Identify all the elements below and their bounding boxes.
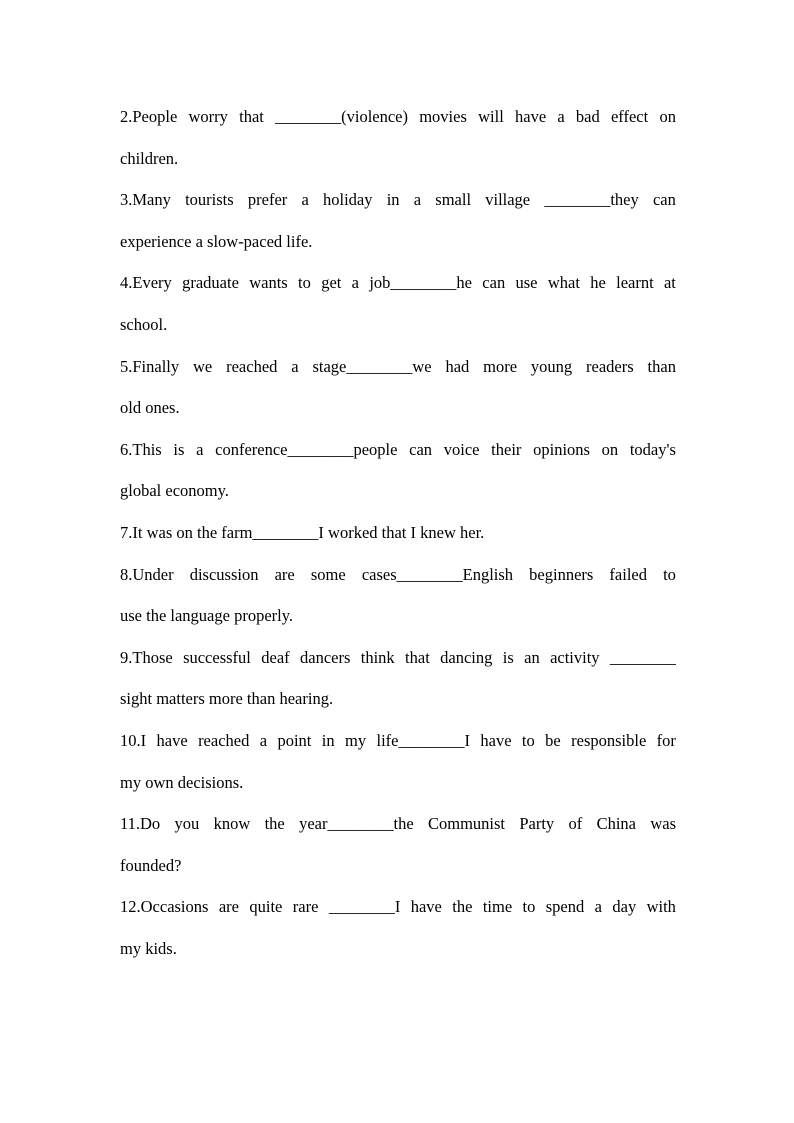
word: Communist: [427, 814, 505, 834]
word: 6.This: [120, 439, 162, 459]
question-12: [120, 886, 676, 969]
word: worry: [188, 107, 228, 126]
word: is: [502, 647, 514, 667]
word: bad: [575, 107, 600, 126]
question-line: [120, 429, 676, 471]
word: year________the: [299, 814, 414, 834]
question-line: founded?: [120, 855, 182, 875]
word: holiday: [323, 190, 373, 210]
word: activity: [550, 647, 600, 667]
word: had: [445, 356, 470, 376]
word: he: [590, 273, 606, 293]
word: some: [310, 564, 346, 584]
word: quite: [249, 897, 283, 917]
question-line: school.: [120, 314, 168, 334]
word: spend: [545, 897, 585, 917]
word: think: [360, 647, 395, 667]
word: what: [547, 273, 580, 293]
word: failed: [609, 564, 647, 584]
word: have: [410, 897, 442, 917]
word: 2.People: [120, 107, 178, 126]
word: the: [264, 814, 285, 834]
word: with: [646, 897, 676, 917]
question-line: my kids.: [120, 938, 177, 958]
word: point: [277, 730, 312, 750]
question-line: experience a slow-paced life.: [120, 231, 313, 251]
word: wants: [249, 273, 288, 293]
word: have: [156, 730, 188, 750]
word: more: [483, 356, 518, 376]
question-4: [120, 262, 676, 345]
question-line: [120, 637, 676, 679]
word: small: [435, 190, 472, 210]
word: a: [413, 190, 422, 210]
question-10: [120, 720, 676, 803]
word: discussion: [189, 564, 259, 584]
word: time: [482, 897, 513, 917]
question-2: [120, 96, 676, 179]
word: reached: [226, 356, 278, 376]
word: deaf: [261, 647, 290, 667]
word: reached: [198, 730, 250, 750]
question-line: [120, 554, 676, 596]
word: get: [321, 273, 342, 293]
word: job________he: [369, 273, 472, 293]
word: dancing: [440, 647, 493, 667]
word: that: [239, 107, 264, 126]
question-11: [120, 803, 676, 886]
word: ________(violence): [275, 107, 408, 126]
word: can: [482, 273, 506, 293]
word: 10.I: [120, 730, 147, 750]
question-line: [120, 886, 676, 928]
question-3: [120, 179, 676, 262]
word: can: [652, 190, 676, 210]
word: Party: [519, 814, 555, 834]
word: a: [301, 190, 309, 210]
word: on: [659, 107, 676, 126]
word: tourists: [185, 190, 234, 210]
word: 4.Every: [120, 273, 172, 293]
word: a: [291, 356, 299, 376]
word: in: [386, 190, 400, 210]
word: voice: [443, 439, 480, 459]
word: stage________we: [312, 356, 432, 376]
word: 12.Occasions: [120, 897, 209, 917]
word: 5.Finally: [120, 356, 180, 376]
word: their: [491, 439, 522, 459]
word: 11.Do: [120, 814, 161, 834]
word: will: [478, 107, 504, 126]
question-line: children.: [120, 148, 179, 168]
word: was: [650, 814, 676, 834]
word: you: [174, 814, 200, 834]
word: opinions: [533, 439, 590, 459]
word: ________: [609, 647, 676, 667]
word: be: [545, 730, 561, 750]
word: village: [485, 190, 531, 210]
word: at: [663, 273, 676, 293]
word: prefer: [247, 190, 288, 210]
word: can: [409, 439, 433, 459]
question-line: old ones.: [120, 398, 180, 418]
word: we: [193, 356, 213, 376]
word: readers: [586, 356, 634, 376]
word: responsible: [571, 730, 647, 750]
word: to: [663, 564, 676, 584]
word: have: [480, 730, 512, 750]
word: that: [405, 647, 430, 667]
word: in: [321, 730, 335, 750]
question-line: sight matters more than hearing.: [120, 689, 334, 709]
word: today's: [629, 439, 676, 459]
question-line: [120, 262, 676, 304]
word: a: [557, 107, 565, 126]
question-8: [120, 554, 676, 637]
word: are: [274, 564, 295, 584]
question-line: [120, 179, 676, 221]
word: successful: [183, 647, 251, 667]
word: a: [196, 439, 204, 459]
word: cases________English: [361, 564, 514, 584]
question-line: [120, 346, 676, 388]
word: China: [596, 814, 636, 834]
word: a: [594, 897, 602, 917]
question-7: [120, 512, 676, 554]
question-line: my own decisions.: [120, 772, 244, 792]
word: beginners: [529, 564, 594, 584]
word: to: [522, 897, 536, 917]
word: a: [351, 273, 359, 293]
word: are: [218, 897, 239, 917]
question-line: [120, 720, 676, 762]
question-line: use the language properly.: [120, 606, 294, 626]
word: to: [298, 273, 311, 293]
question-list: [120, 96, 676, 969]
question-5: [120, 346, 676, 429]
word: to: [521, 730, 535, 750]
word: 3.Many: [120, 190, 171, 210]
word: dancers: [300, 647, 351, 667]
word: the: [452, 897, 473, 917]
word: for: [656, 730, 676, 750]
question-6: [120, 429, 676, 512]
word: of: [568, 814, 583, 834]
word: rare: [292, 897, 319, 917]
word: a: [259, 730, 268, 750]
question-line: [120, 96, 676, 138]
word: ________they: [544, 190, 639, 210]
word: conference________people: [215, 439, 398, 459]
word: 8.Under: [120, 564, 174, 584]
word: graduate: [182, 273, 239, 293]
word: movies: [419, 107, 467, 126]
word: have: [515, 107, 547, 126]
word: use: [515, 273, 538, 293]
word: 9.Those: [120, 647, 173, 667]
word: life________I: [376, 730, 470, 750]
word: know: [213, 814, 251, 834]
word: learnt: [616, 273, 654, 293]
word: an: [524, 647, 540, 667]
word: my: [345, 730, 367, 750]
word: is: [173, 439, 185, 459]
word: effect: [610, 107, 649, 126]
word: ________I: [328, 897, 401, 917]
question-line: 7.It was on the farm________I worked that I knew her.: [120, 522, 485, 542]
word: day: [612, 897, 637, 917]
question-line: [120, 803, 676, 845]
question-line: global economy.: [120, 481, 229, 501]
question-9: [120, 637, 676, 720]
word: than: [647, 356, 676, 376]
word: on: [601, 439, 619, 459]
word: young: [530, 356, 573, 376]
